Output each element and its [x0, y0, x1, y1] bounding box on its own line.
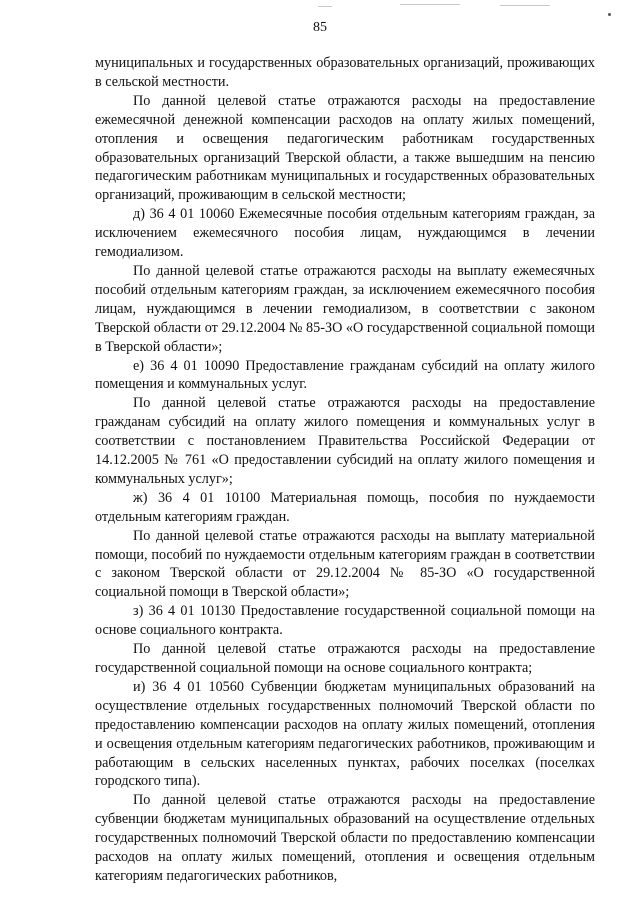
paragraph: По данной целевой статье отражаются расходы на предоставление ежемесячной денежной компенсации расходов на оплату жилых помещений, отопления и освещения педагогическим работникам государственных образовательных организаций Тверской области, а также вышедшим на пенсию педагогическим работникам муниципальных и государственных образовательных организаций, проживающим в сельской местности; — [95, 92, 595, 204]
scan-artifact-line — [318, 6, 332, 7]
document-body — [95, 54, 595, 886]
paragraph: ж) 36 4 01 10100 Материальная помощь, пособия по нуждаемости отдельным категориям граждан. — [95, 489, 595, 525]
paragraph: По данной целевой статье отражаются расходы на выплату ежемесячных пособий отдельным категориям граждан, за исключением ежемесячного пособия лицам, нуждающимся в лечении гемодиализом, в соответствии с законом Тверской области от 29.12.2004 № 85-ЗО «О государственной социальной помощи в Тверской области»; — [95, 262, 595, 355]
scan-artifact-line — [500, 5, 550, 6]
paragraph: По данной целевой статье отражаются расходы на предоставление государственной социальной помощи на основе социального контракта; — [95, 641, 595, 676]
paragraph: е) 36 4 01 10090 Предоставление гражданам субсидий на оплату жилого помещения и коммунальных услуг. — [95, 357, 595, 393]
paragraph: По данной целевой статье отражаются расходы на выплату материальной помощи, пособий по нуждаемости отдельным категориям граждан в соответствии с законом Тверской области от 29.12.2004 № 85-ЗО «О государственной социальной помощи в Тверской области»; — [95, 527, 595, 601]
paragraph: По данной целевой статье отражаются расходы на предоставление субвенции бюджетам муниципальных образований на осуществление отдельных государственных полномочий Тверской области по предоставлению компенсации расходов на оплату жилых помещений, отопления и освещения отдельным категориям педагогических работников, — [95, 792, 595, 884]
paragraph: муниципальных и государственных образовательных организаций, проживающих в сельской местности. — [95, 55, 595, 90]
scan-artifact-line — [400, 4, 460, 5]
paragraph: По данной целевой статье отражаются расходы на предоставление гражданам субсидий на оплату жилого помещения и коммунальных услуг в соответствии с постановлением Правительства Российской Федерации от 14.12.2005 № 761 «О предоставлении субсидий на оплату жилого помещения и коммунальных услуг»; — [95, 395, 595, 487]
page-number: 85 — [313, 20, 327, 35]
paragraph: и) 36 4 01 10560 Субвенции бюджетам муниципальных образований на осуществление отдельных государственных полномочий Тверской области по предоставлению компенсации расходов на оплату жилых помещений, отопления и освещения отдельным категориям педагогических работников, проживающим и работающим в сельских населенных пунктах, рабочих поселках (поселках городского типа). — [95, 678, 595, 790]
paragraph: з) 36 4 01 10130 Предоставление государственной социальной помощи на основе социального контракта. — [95, 603, 595, 639]
scan-artifact-dot — [608, 13, 611, 16]
paragraph: д) 36 4 01 10060 Ежемесячные пособия отдельным категориям граждан, за исключением ежемесячного пособия лицам, нуждающимся в лечении гемодиализом. — [95, 206, 595, 261]
